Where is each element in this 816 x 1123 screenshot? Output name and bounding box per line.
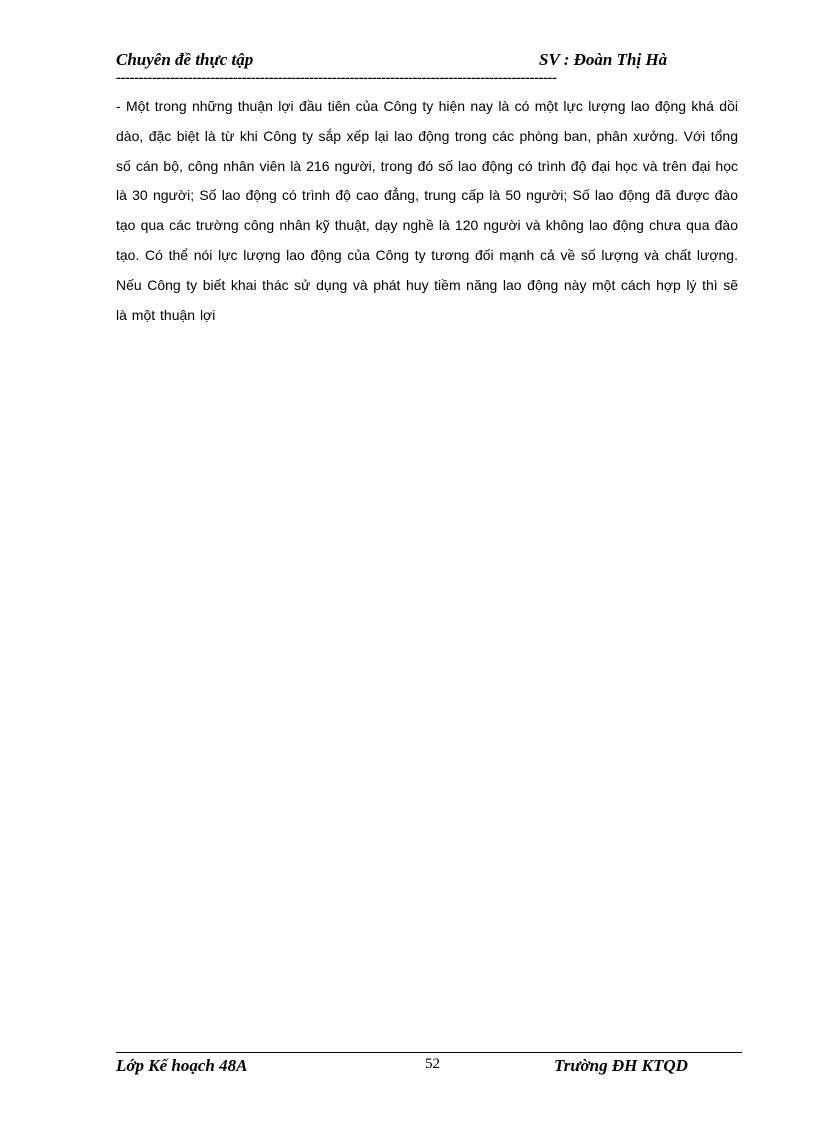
header-author: SV : Đoàn Thị Hà [539,50,668,69]
page-number: 52 [425,1056,440,1072]
body-paragraph: - Một trong những thuận lợi đầu tiên của Công ty hiện nay là có một lực lượng lao động khá dồi dào, đặc biệt là từ khi Công ty sắp xếp lại lao động trong các phòng ban, phân xưởng. Với tổng số cán bộ, công nhân viên là 216 người, trong đó số lao động có trình độ đại học và trên đại học là 30 người; Số lao động có trình độ cao đẳng, trung cấp là 50 người; Số lao động đã được đào tạo qua các trường công nhân kỹ thuật, dạy nghề là 120 người và không lao động chưa qua đào tạo. Có thể nói lực lượng lao động của Công ty tương đối mạnh cả về số lượng và chất lượng. Nếu Công ty biết khai thác sử dụng và phát huy tiềm năng lao động này một cách hợp lý thì sẽ là một thuận lợi [116,98,738,323]
page-header [116,48,686,88]
header-dashed-rule: -------------------------------------------------------------------------------------------------- [116,70,557,86]
header-title: Chuyên đề thực tập [116,50,254,69]
footer-rule [116,1052,742,1053]
footer-class: Lớp Kế hoạch 48A [116,1056,248,1075]
footer-school: Trường ĐH KTQD [554,1056,688,1075]
